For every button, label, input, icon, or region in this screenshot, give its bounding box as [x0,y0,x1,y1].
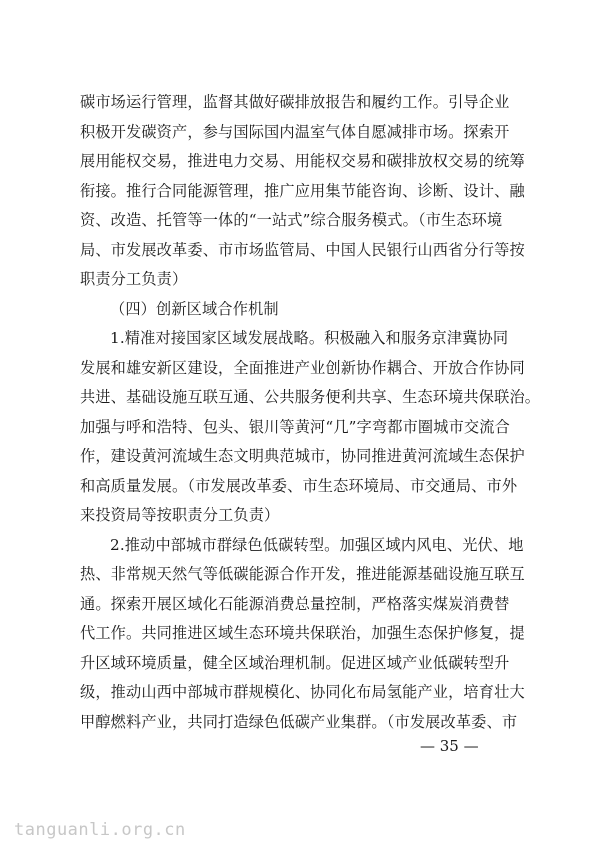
text-line: 发展和雄安新区建设，全面推进产业创新协作耦合、开放合作协同 [80,358,525,377]
text-line: 展用能权交易，推进电力交易、用能权交易和碳排放权交易的统筹 [80,152,525,170]
text-line: 甲醇燃料产业，共同打造绿色低碳产业集群。（市发展改革委、市 [80,712,518,731]
text-line: 共进、基础设施互联互通、公共服务便利共享、生态环境共保联治。 [80,388,541,406]
text-line: 升区域环境质量，健全区域治理机制。促进区域产业低碳转型升 [80,653,510,672]
text-line: 碳市场运行管理，监督其做好碳排放报告和履约工作。引导企业 [80,93,510,111]
text-line: 和高质量发展。（市发展改革委、市生态环境局、市交通局、市外 [80,476,518,495]
text-line: 作，建设黄河流域生态文明典范城市，协同推进黄河流域生态保护 [80,447,525,465]
paragraph-start-line: 1.精准对接国家区域发展战略。积极融入和服务京津冀协同 [110,329,509,347]
page-number: — 35 — [420,737,479,755]
text-line: 来投资局等按职责分工负责） [80,506,280,524]
paragraph-start-line: 2.推动中部城市群绿色低碳转型。加强区域内风电、光伏、地 [110,535,524,554]
text-line: 局、市发展改革委、市市场监管局、中国人民银行山西省分行等按 [80,240,525,259]
document-body [80,88,541,737]
text-line: 代工作。共同推进区域生态环境共保联治，加强生态保护修复，提 [80,624,525,642]
text-line: 资、改造、托管等一体的“一站式”综合服务模式。（市生态环境 [80,211,503,229]
text-line: 热、非常规天然气等低碳能源合作开发，推进能源基础设施互联互 [80,565,525,583]
text-line: 级，推动山西中部城市群规模化、协同化布局氢能产业，培育壮大 [80,683,525,701]
text-line: 积极开发碳资产，参与国际国内温室气体自愿减排市场。探索开 [80,122,510,141]
section-heading: （四）创新区域合作机制 [110,299,279,318]
text-line: 通。探索开展区域化石能源消费总量控制，严格落实煤炭消费替 [80,594,510,613]
text-line: 加强与呼和浩特、包头、银川等黄河“几”字弯都市圈城市交流合 [80,417,510,436]
watermark: tanguanli.org.cn [14,820,186,840]
text-line: 职责分工负责） [80,270,188,288]
text-line: 衔接。推行合同能源管理，推广应用集节能咨询、诊断、设计、融 [80,181,525,200]
